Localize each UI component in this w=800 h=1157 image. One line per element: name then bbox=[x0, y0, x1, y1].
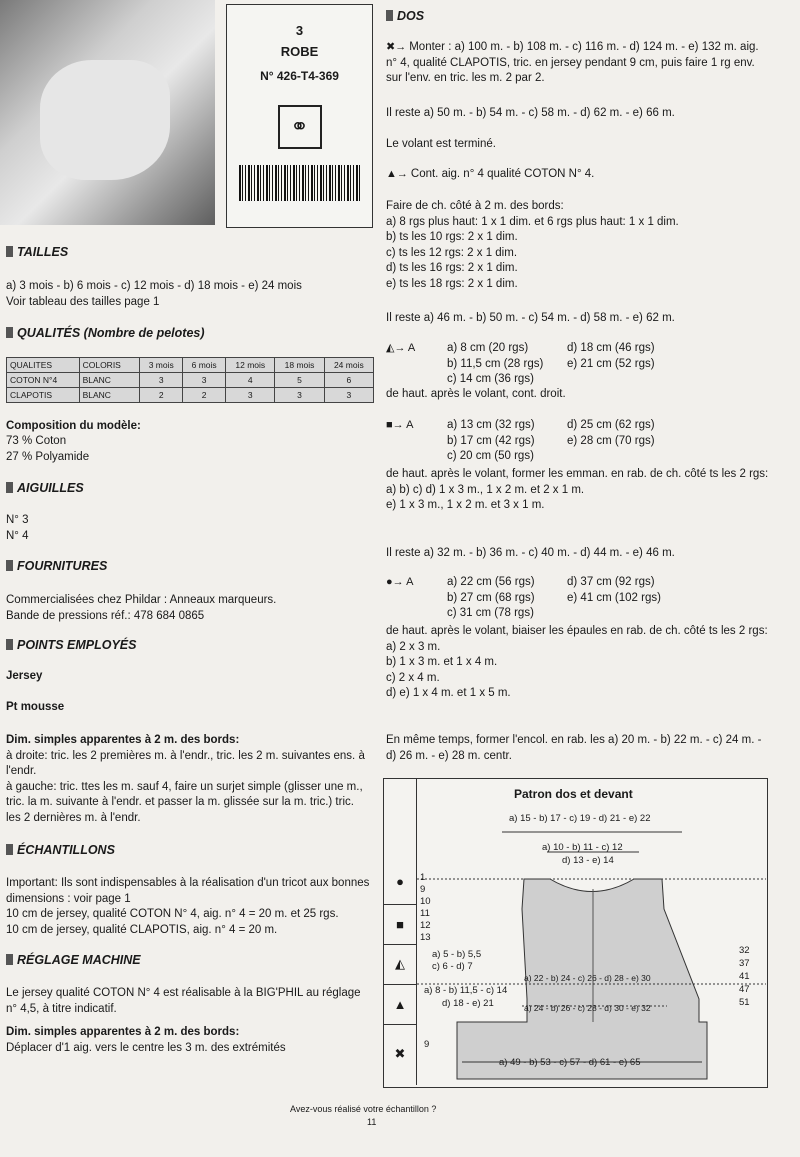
decrease-line: Faire de ch. côté à 2 m. des bords: bbox=[386, 200, 564, 212]
table-cell: BLANC bbox=[79, 388, 140, 403]
table-cell: COLORIS bbox=[79, 358, 140, 373]
patron-neck-width: a) 10 - b) 11 - c) 12 bbox=[542, 842, 623, 853]
decrease-line: e) ts les 18 rgs: 2 x 1 dim. bbox=[386, 277, 518, 290]
m3-d: d) 37 cm (92 rgs) bbox=[567, 576, 655, 588]
barcode-icon bbox=[239, 165, 361, 201]
measure-3-values bbox=[447, 575, 767, 622]
table-cell: 3 bbox=[140, 373, 183, 388]
decrease-line: a) 8 rgs plus haut: 1 x 1 dim. et 6 rgs plus haut: 1 x 1 dim. bbox=[386, 215, 679, 228]
table-cell: 6 bbox=[324, 373, 373, 388]
composition-line: 73 % Coton bbox=[6, 435, 67, 447]
point-jersey: Jersey bbox=[6, 670, 43, 682]
patron-width-1: a) 22 - b) 24 - c) 26 - d) 28 - e) 30 bbox=[524, 973, 651, 983]
echantillons-important: Important: Ils sont indispensables à la réalisation d'un tricot aux bonnes dimensions : voir page 1 bbox=[6, 877, 370, 905]
dress-image bbox=[40, 60, 170, 180]
yarn-logo-icon: ⚭ bbox=[278, 105, 322, 149]
symbol-column bbox=[384, 779, 417, 1085]
patron-bottom-width: a) 49 - b) 53 - c) 57 - d) 61 - e) 65 bbox=[499, 1057, 641, 1068]
height-number: 37 bbox=[739, 958, 750, 969]
m3-line: c) 2 x 4 m. bbox=[386, 671, 440, 684]
point-mousse: Pt mousse bbox=[6, 701, 65, 713]
measure-2 bbox=[386, 418, 416, 434]
m1-b: b) 11,5 cm (28 rgs) bbox=[447, 357, 544, 370]
patron-left-numbers bbox=[420, 872, 431, 944]
m2-e: e) 28 cm (70 rgs) bbox=[567, 434, 655, 447]
fournitures-text bbox=[6, 593, 376, 624]
m3-c: c) 31 cm (78 rgs) bbox=[447, 607, 534, 619]
pattern-diagram bbox=[383, 778, 768, 1088]
dim-text bbox=[6, 733, 370, 826]
m1-e: e) 21 cm (52 rgs) bbox=[567, 357, 655, 370]
dim-title: Dim. simples apparentes à 2 m. des bords: bbox=[6, 734, 240, 746]
composition-heading: Composition du modèle: bbox=[6, 420, 141, 432]
fournitures-line: Bande de pressions réf.: 478 684 0865 bbox=[6, 609, 205, 622]
patron-neck-width-2: d) 13 - e) 14 bbox=[562, 855, 614, 866]
row-number: 12 bbox=[420, 920, 431, 931]
card-name: ROBE bbox=[280, 44, 319, 59]
dim-left: à gauche: tric. ttes les m. sauf 4, faire un surjet simple (glisser une m., tric. la m. suivante à l'endr. et passer la m. glissée sur la m. tric.) tric. les 2 dernières m. à l'endr. bbox=[6, 780, 363, 824]
m2-d: d) 25 cm (62 rgs) bbox=[567, 419, 655, 431]
m1-a: a) 8 cm (20 rgs) bbox=[447, 342, 529, 354]
row-number: 10 bbox=[420, 896, 431, 907]
m3-line: b) 1 x 3 m. et 1 x 4 m. bbox=[386, 656, 498, 668]
measure-2-values bbox=[447, 418, 767, 465]
m1-c: c) 14 cm (36 rgs) bbox=[447, 373, 534, 385]
row-number: 13 bbox=[420, 932, 431, 943]
table-cell: 3 bbox=[275, 388, 324, 403]
patron-width-2: a) 24 - b) 26 - c) 28 - d) 30 - e) 32 bbox=[524, 1003, 651, 1013]
patron-right-numbers bbox=[739, 944, 750, 1009]
model-photo bbox=[0, 0, 215, 225]
qualites-heading: QUALITÉS (Nombre de pelotes) bbox=[6, 326, 205, 340]
m2-line: a) b) c) d) 1 x 3 m., 1 x 2 m. et 2 x 1 m. bbox=[386, 483, 585, 496]
patron-side-2: c) 6 - d) 7 bbox=[432, 961, 473, 972]
patron-flounce-height: 9 bbox=[424, 1039, 430, 1050]
pattern-shape bbox=[417, 779, 766, 1085]
table-cell: 18 mois bbox=[275, 358, 324, 373]
table-cell: QUALITES bbox=[7, 358, 80, 373]
dos-p2: Il reste a) 50 m. - b) 54 m. - c) 58 m. - d) 62 m. - e) 66 m. bbox=[386, 107, 675, 119]
table-cell: 4 bbox=[226, 373, 275, 388]
tailles-line: a) 3 mois - b) 6 mois - c) 12 mois - d) 18 mois - e) 24 mois bbox=[6, 280, 302, 292]
tailles-text bbox=[6, 279, 376, 310]
table-row bbox=[7, 373, 374, 388]
table-cell: 5 bbox=[275, 373, 324, 388]
height-number: 41 bbox=[739, 971, 750, 982]
m3-after-text: de haut. après le volant, biaiser les épaules en rab. de ch. côté ts les 2 rgs: bbox=[386, 625, 768, 637]
height-number: 51 bbox=[739, 997, 750, 1008]
reglage-dim-title: Dim. simples apparentes à 2 m. des bords: bbox=[6, 1026, 240, 1038]
dos-p3: Le volant est terminé. bbox=[386, 138, 496, 150]
dos-p1 bbox=[386, 40, 770, 87]
echantillons-line: 10 cm de jersey, qualité CLAPOTIS, aig. n° 4 = 20 m. bbox=[6, 923, 278, 936]
dos-heading: DOS bbox=[386, 9, 424, 23]
row-number: 9 bbox=[420, 884, 426, 895]
table-cell: COTON N°4 bbox=[7, 373, 80, 388]
table-cell: CLAPOTIS bbox=[7, 388, 80, 403]
measure-1 bbox=[386, 341, 418, 357]
aiguilles-heading: AIGUILLES bbox=[6, 481, 84, 495]
decrease-line: c) ts les 12 rgs: 2 x 1 dim. bbox=[386, 246, 518, 259]
table-cell: 24 mois bbox=[324, 358, 373, 373]
cross-arrow-icon: ✖→ bbox=[386, 41, 407, 53]
m3-line: d) e) 1 x 4 m. et 1 x 5 m. bbox=[386, 687, 511, 699]
dos-p7: Il reste a) 32 m. - b) 36 m. - c) 40 m. - d) 44 m. - e) 46 m. bbox=[386, 547, 675, 559]
aiguilles-text bbox=[6, 513, 29, 544]
patron-side-4: d) 18 - e) 21 bbox=[442, 998, 494, 1009]
dos-p4-text: Cont. aig. n° 4 qualité COTON N° 4. bbox=[410, 168, 595, 180]
m2-after bbox=[386, 467, 770, 514]
points-heading: POINTS EMPLOYÉS bbox=[6, 638, 136, 652]
circle-arrow-icon: ●→ A bbox=[386, 576, 414, 588]
measure-3 bbox=[386, 575, 416, 591]
m3-a: a) 22 cm (56 rgs) bbox=[447, 576, 535, 588]
circle-icon: ● bbox=[384, 859, 416, 905]
footer-question: Avez-vous réalisé votre échantillon ? bbox=[290, 1104, 437, 1114]
tailles-heading: TAILLES bbox=[6, 245, 68, 259]
dos-p5 bbox=[386, 199, 770, 292]
m2-b: b) 17 cm (42 rgs) bbox=[447, 434, 535, 447]
composition-text bbox=[6, 434, 89, 465]
qualites-table bbox=[6, 357, 374, 403]
table-header-row bbox=[7, 358, 374, 373]
dos-p8: En même temps, former l'encol. en rab. les a) 20 m. - b) 22 m. - c) 24 m. - d) 26 m. - e) 28 m. centr. bbox=[386, 734, 762, 762]
tailles-line: Voir tableau des tailles page 1 bbox=[6, 295, 160, 308]
fournitures-heading: FOURNITURES bbox=[6, 559, 107, 573]
patron-side-1: a) 5 - b) 5,5 bbox=[432, 949, 482, 960]
pattern-card bbox=[226, 4, 373, 228]
composition-line: 27 % Polyamide bbox=[6, 450, 90, 463]
reglage-heading: RÉGLAGE MACHINE bbox=[6, 953, 141, 967]
aiguilles-line: N° 4 bbox=[6, 529, 29, 542]
m1-after: de haut. après le volant, cont. droit. bbox=[386, 388, 566, 400]
table-cell: 3 bbox=[226, 388, 275, 403]
height-number: 47 bbox=[739, 984, 750, 995]
row-number: 11 bbox=[420, 908, 430, 919]
table-cell: BLANC bbox=[79, 373, 140, 388]
aiguilles-line: N° 3 bbox=[6, 514, 29, 526]
measure-1-values bbox=[447, 341, 767, 388]
row-number: 1 bbox=[420, 872, 426, 883]
triangle-arrow-icon: ▲→ bbox=[386, 168, 408, 180]
m2-line: e) 1 x 3 m., 1 x 2 m. et 3 x 1 m. bbox=[386, 499, 545, 511]
m3-e: e) 41 cm (102 rgs) bbox=[567, 591, 661, 604]
m3-b: b) 27 cm (68 rgs) bbox=[447, 591, 535, 604]
reglage-line: Déplacer d'1 aig. vers le centre les 3 m. des extrémités bbox=[6, 1041, 286, 1054]
dos-p1-text: Monter : a) 100 m. - b) 108 m. - c) 116 m. - d) 124 m. - e) 132 m. aig. n° 4, qualité CLAPOTIS, tric. en jersey pendant 9 cm, puis faire 1 rg env. sur l'env. en tric. les m. 2 par 2. bbox=[386, 41, 759, 84]
triangle-square-icon: ◭ bbox=[384, 944, 416, 985]
height-number: 32 bbox=[739, 945, 750, 956]
square-arrow-icon: ■→ A bbox=[386, 419, 414, 431]
triangle-square-arrow-icon: ◭→ A bbox=[386, 342, 416, 354]
card-number: 3 bbox=[295, 23, 304, 38]
echantillons-heading: ÉCHANTILLONS bbox=[6, 843, 115, 857]
table-row bbox=[7, 388, 374, 403]
patron-side-3: a) 8 - b) 11,5 - c) 14 bbox=[424, 985, 508, 996]
table-cell: 3 bbox=[183, 373, 226, 388]
page-number: 11 bbox=[367, 1117, 377, 1127]
square-icon: ■ bbox=[384, 904, 416, 945]
fournitures-line: Commercialisées chez Phildar : Anneaux marqueurs. bbox=[6, 594, 277, 606]
triangle-icon: ▲ bbox=[384, 984, 416, 1025]
m2-a: a) 13 cm (32 rgs) bbox=[447, 419, 535, 431]
dim-right: à droite: tric. les 2 premières m. à l'endr., tric. les 2 m. suivantes ens. à l'endr. bbox=[6, 749, 365, 777]
cross-icon: ✖ bbox=[394, 1046, 406, 1061]
table-cell: 2 bbox=[183, 388, 226, 403]
m3-line: a) 2 x 3 m. bbox=[386, 640, 441, 653]
m3-after bbox=[386, 624, 770, 702]
table-cell: 3 mois bbox=[140, 358, 183, 373]
dos-p4 bbox=[386, 167, 594, 183]
echantillons-text bbox=[6, 876, 370, 938]
reglage-text bbox=[6, 986, 370, 1056]
patron-top-width: a) 15 - b) 17 - c) 19 - d) 21 - e) 22 bbox=[509, 813, 651, 824]
m1-d: d) 18 cm (46 rgs) bbox=[567, 342, 655, 354]
m2-c: c) 20 cm (50 rgs) bbox=[447, 450, 534, 462]
m2-after-text: de haut. après le volant, former les emman. en rab. de ch. côté ts les 2 rgs: bbox=[386, 468, 769, 480]
table-cell: 6 mois bbox=[183, 358, 226, 373]
decrease-line: d) ts les 16 rgs: 2 x 1 dim. bbox=[386, 262, 518, 274]
dos-p6: Il reste a) 46 m. - b) 50 m. - c) 54 m. - d) 58 m. - e) 62 m. bbox=[386, 312, 675, 324]
decrease-line: b) ts les 10 rgs: 2 x 1 dim. bbox=[386, 231, 518, 243]
patron-title: Patron dos et devant bbox=[514, 787, 633, 801]
table-cell: 12 mois bbox=[226, 358, 275, 373]
echantillons-line: 10 cm de jersey, qualité COTON N° 4, aig. n° 4 = 20 m. et 25 rgs. bbox=[6, 908, 339, 920]
card-ref: N° 426-T4-369 bbox=[260, 69, 339, 83]
table-cell: 2 bbox=[140, 388, 183, 403]
reglage-line: Le jersey qualité COTON N° 4 est réalisable à la BIG'PHIL au réglage n° 4,5, à titre indicatif. bbox=[6, 987, 361, 1015]
table-cell: 3 bbox=[324, 388, 373, 403]
